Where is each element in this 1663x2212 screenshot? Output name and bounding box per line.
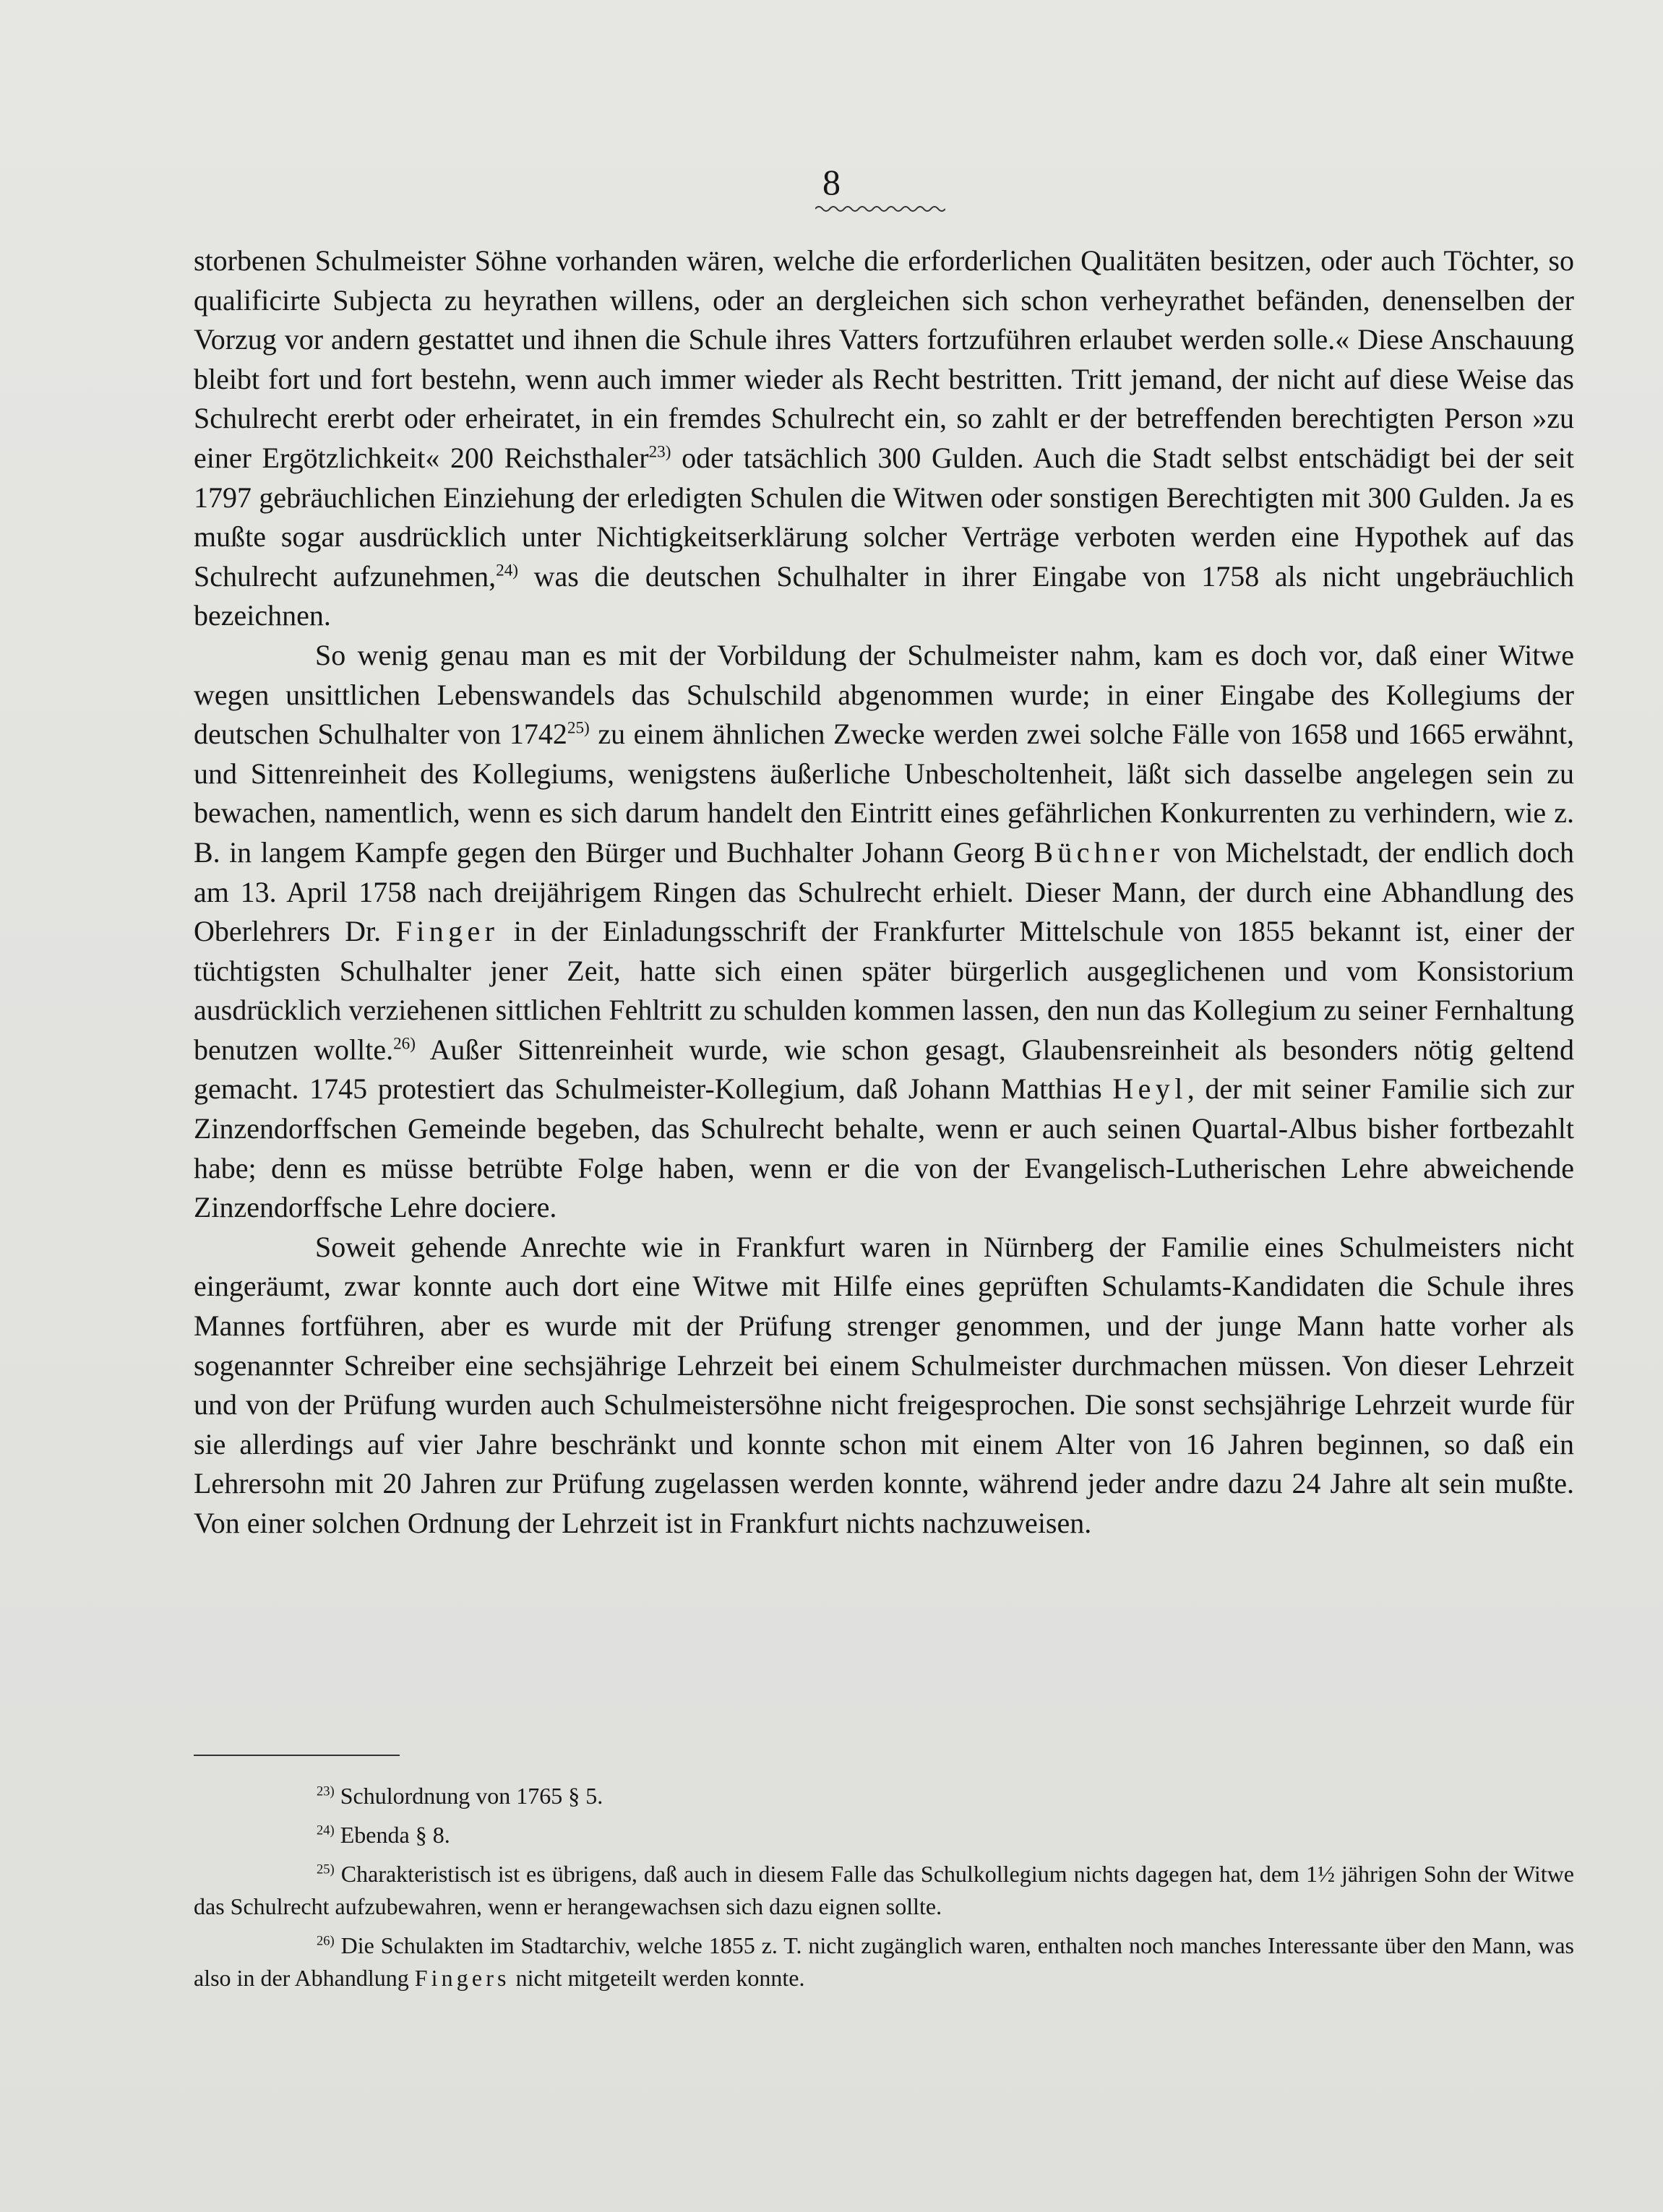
footnote-marker: 23) — [317, 1783, 335, 1799]
spaced-name-fingers: Fingers — [414, 1965, 510, 1991]
text-run: Außer Sittenreinheit wurde, wie schon gesagt, Glaubensreinheit als besonders nötig geltend gemacht. 1745 protestiert das Schulmeister-Kollegium, daß Johann Matthias — [194, 1033, 1574, 1106]
text-run: in der Einladungsschrift der Frankfurter Mittelschule von 1855 bekannt ist, einer der tüchtigsten Schulhalter jener Zeit, hatte sich einen später bürgerlich ausgeglichenen und vom Konsistorium ausdrücklich verziehenen sittlichen Fehltritt zu schulden kommen lassen, den nun das Kollegium zu seiner Fernhaltung benutzen wollte. — [194, 915, 1574, 1066]
spaced-name-finger: Finger — [395, 915, 499, 948]
text-run: , der mit seiner Familie sich zur Zinzendorffschen Gemeinde begeben, das Schulrecht behalte, wenn er auch seinen Quartal-Albus bisher fortbezahlt habe; denn es müsse betrübte Folge haben, wenn er die von der Evangelisch-Lutherischen Lehre abweichende Zinzendorffsche Lehre dociere. — [194, 1072, 1574, 1224]
footnote-ref-25: 25) — [567, 718, 590, 738]
paragraph-1 — [194, 241, 1574, 636]
body-text — [194, 241, 1574, 1544]
text-run: storbenen Schulmeister Söhne vorhanden wären, welche die erforderlichen Qualitäten besitzen, oder auch Töchter, so qualificirte Subjecta zu heyrathen willens, oder an dergleichen sich schon verheyrathet befänden, denenselben der Vorzug vor andern gestattet und ihnen die Schule ihres Vatters fortzuführen erlaubet werden solle.« Diese Anschauung bleibt fort und fort bestehn, wenn auch immer wieder als Recht bestritten. Tritt jemand, der nicht auf diese Weise das Schulrecht ererbt oder erheiratet, in ein fremdes Schulrecht ein, so zahlt er der betreffenden berechtigten Person »zu einer Ergötzlichkeit« 200 Reichsthaler — [194, 244, 1574, 474]
footnote-text: Die Schulakten im Stadtarchiv, welche 1855 z. T. nicht zugänglich waren, enthalten noch manches Interessante über den Mann, was also in der Abhandlung — [194, 1932, 1574, 1991]
fraction: 1½ — [1305, 1861, 1335, 1887]
footnote-rule — [194, 1755, 400, 1756]
text-run: So wenig genau man es mit der Vorbildung der Schulmeister nahm, kam es doch vor, daß einer Witwe wegen unsittlichen Lebenswandels das Schulschild abgenommen wurde; in einer Eingabe des Kollegiums der deutschen Schulhalter von 1742 — [194, 638, 1574, 751]
footnote-text: Charakteristisch ist es übrigens, daß auch in diesem Falle das Schulkollegium nichts dagegen hat, dem — [334, 1861, 1306, 1887]
paragraph-3: Soweit gehende Anrechte wie in Frankfurt waren in Nürnberg der Familie eines Schulmeisters nicht eingeräumt, zwar konnte auch dort eine Witwe mit Hilfe eines geprüften Schulamts-Kandidaten die Schule ihres Mannes fortführen, aber es wurde mit der Prüfung strenger genommen, und der junge Mann hatte vorher als sogenannter Schreiber eine sechsjährige Lehrzeit bei einem Schulmeister durchmachen müssen. Von dieser Lehrzeit und von der Prüfung wurden auch Schulmeistersöhne nicht freigesprochen. Die sonst sechsjährige Lehrzeit wurde für sie allerdings auf vier Jahre beschränkt und konnte schon mit einem Alter von 16 Jahren beginnen, so daß ein Lehrersohn mit 20 Jahren zur Prüfung zugelassen werden konnte, während jeder andre dazu 24 Jahre alt sein mußte. Von einer solchen Ordnung der Lehrzeit ist in Frankfurt nichts nachzuweisen. — [194, 1230, 1574, 1539]
text-run: oder tatsächlich 300 Gulden. Auch die Stadt selbst entschädigt bei der seit 1797 gebräuchlichen Einziehung der erledigten Schulen die Witwen oder sonstigen Berechtigten mit 300 Gulden. Ja es mußte sogar ausdrücklich unter Nichtigkeitserklärung solcher Verträge verboten werden eine Hypothek auf das Schulrecht aufzunehmen, — [194, 441, 1574, 593]
footnote-23 — [194, 1780, 1574, 1812]
text-run: was die deutschen Schulhalter in ihrer Eingabe von 1758 als nicht ungebräuchlich bezeichnen. — [194, 559, 1574, 632]
spaced-name-buechner: Büchner — [1034, 835, 1164, 869]
footnote-text: jährigen Sohn der Witwe das Schulrecht aufzubewahren, wenn er herangewachsen sich dazu eignen sollte. — [194, 1861, 1574, 1919]
page-number: 8 — [822, 162, 841, 202]
text-run: von Michelstadt, der endlich doch am 13. April 1758 nach dreijährigem Ringen das Schulrecht erhielt. Dieser Mann, der durch eine Abhandlung des Oberlehrers Dr. — [194, 835, 1574, 948]
footnote-text: nicht mitgeteilt werden konnte. — [510, 1965, 805, 1991]
footnote-26 — [194, 1929, 1574, 1994]
footnote-text: Schulordnung von 1765 § 5. — [334, 1783, 603, 1809]
footnote-25 — [194, 1858, 1574, 1923]
footnotes — [194, 1780, 1574, 2001]
footnote-ref-23: 23) — [648, 442, 671, 462]
footnote-ref-26: 26) — [393, 1034, 416, 1054]
footnote-marker: 25) — [317, 1862, 335, 1877]
footnote-ref-24: 24) — [496, 561, 519, 580]
paragraph-2 — [194, 636, 1574, 1228]
spaced-name-heyl: Heyl — [1112, 1072, 1187, 1106]
footnote-marker: 26) — [317, 1933, 335, 1949]
ornament-divider — [815, 204, 945, 214]
footnote-24 — [194, 1819, 1574, 1851]
footnote-marker: 24) — [317, 1822, 335, 1838]
text-run: zu einem ähnlichen Zwecke werden zwei solche Fälle von 1658 und 1665 erwähnt, und Sittenreinheit des Kollegiums, wenigstens äußerliche Unbescholtenheit, läßt sich dasselbe angelegen sein zu bewachen, namentlich, wenn es sich darum handelt den Eintritt eines gefährlichen Konkurrenten zu verhindern, wie z. B. in langem Kampfe gegen den Bürger und Buchhalter Johann Georg — [194, 718, 1575, 869]
footnote-text: Ebenda § 8. — [334, 1822, 450, 1848]
